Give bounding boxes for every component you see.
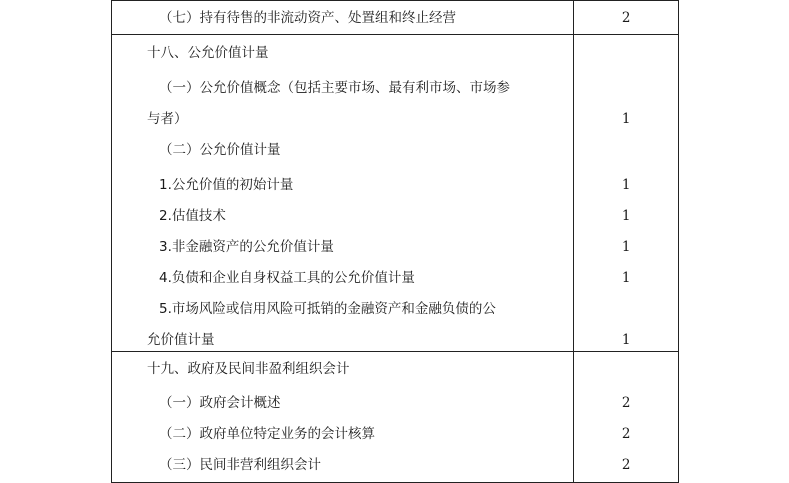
score-value: 1: [621, 270, 631, 286]
score-value: 2: [621, 395, 631, 411]
score-value: 1: [621, 177, 631, 193]
score-value: 2: [621, 10, 631, 26]
score-value: 1: [621, 239, 631, 255]
topic-cell: [112, 35, 574, 352]
syllabus-table: [111, 0, 679, 483]
topic-line: （七）持有待售的非流动资产、处置组和终止经营: [159, 10, 456, 26]
score-value: 1: [621, 332, 631, 348]
topic-line: （一）政府会计概述: [159, 395, 281, 411]
topic-line: 1.公允价值的初始计量: [159, 177, 294, 193]
table-row: [112, 1, 679, 35]
topic-line: 3.非金融资产的公允价值计量: [159, 239, 334, 255]
score-value: 1: [621, 208, 631, 224]
score-value: 2: [621, 426, 631, 442]
topic-line: 允价值计量: [147, 332, 215, 348]
topic-line: （三）民间非营利组织会计: [159, 457, 321, 473]
table-row: [112, 35, 679, 352]
topic-line: （二）政府单位特定业务的会计核算: [159, 426, 375, 442]
topic-line: （一）公允价值概念（包括主要市场、最有利市场、市场参: [159, 80, 510, 96]
score-cell: [574, 352, 679, 483]
topic-line: 与者）: [147, 111, 188, 127]
topic-line: 5.市场风险或信用风险可抵销的金融资产和金融负债的公: [159, 301, 496, 317]
topic-cell: [112, 1, 574, 35]
topic-cell: [112, 352, 574, 483]
section-heading: 十八、公允价值计量: [147, 45, 269, 61]
table-row: [112, 352, 679, 483]
score-value: 1: [621, 111, 631, 127]
section-heading: 十九、政府及民间非盈利组织会计: [147, 361, 350, 377]
score-cell: [574, 35, 679, 352]
score-cell: [574, 1, 679, 35]
score-value: 2: [621, 457, 631, 473]
topic-line: 4.负债和企业自身权益工具的公允价值计量: [159, 270, 415, 286]
topic-line: 2.估值技术: [159, 208, 226, 224]
topic-line: （二）公允价值计量: [159, 142, 281, 158]
